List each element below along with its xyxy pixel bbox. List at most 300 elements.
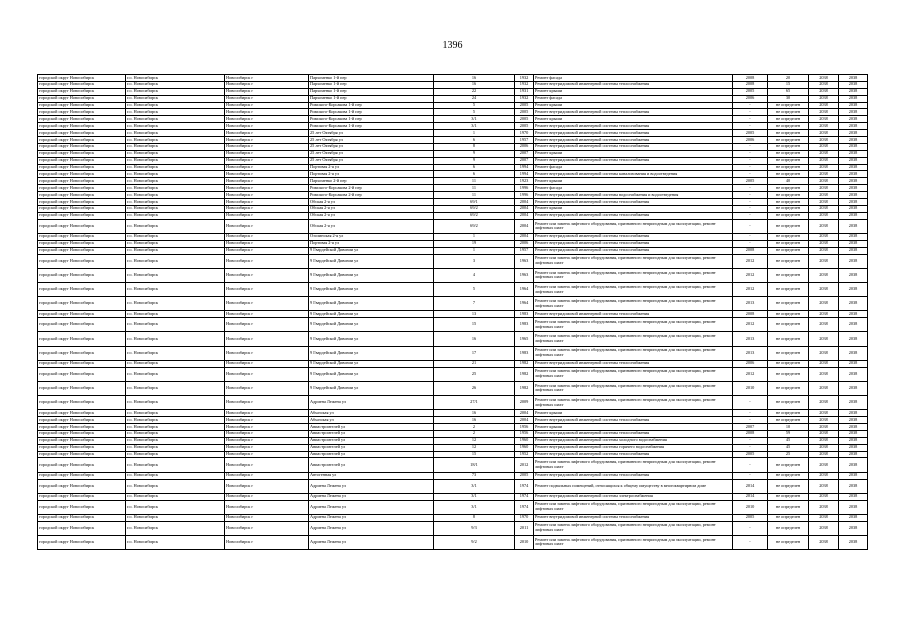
last-repair-year-cell: 2005 bbox=[733, 130, 768, 137]
year-built-cell: 2005 bbox=[515, 123, 534, 130]
district-cell: г.о. Новосибирск bbox=[126, 137, 225, 144]
district-cell: г.о. Новосибирск bbox=[126, 116, 225, 123]
year-built-cell: 1974 bbox=[515, 500, 534, 514]
wear-cell: 20 bbox=[768, 75, 809, 82]
street-cell: Римского-Корсакова 2-й пер bbox=[309, 185, 434, 192]
work-type-cell: Ремонт крыши bbox=[534, 150, 733, 157]
house-number-cell: 19 bbox=[434, 240, 515, 247]
work-type-cell: Ремонт или замена лифтового оборудования, признанного непригодным для эксплуатации, ремонт лифтовых шахт bbox=[534, 458, 733, 472]
municipality-cell: городской округ Новосибирск bbox=[38, 493, 126, 500]
plan-end-cell: 2038 bbox=[839, 360, 868, 367]
city-cell: Новосибирск г bbox=[225, 95, 309, 102]
year-built-cell: 2009 bbox=[515, 396, 534, 410]
table-body bbox=[38, 75, 868, 550]
house-number-cell: 7 bbox=[434, 297, 515, 311]
last-repair-year-cell: 2008 bbox=[733, 81, 768, 88]
plan-end-cell: 2038 bbox=[839, 535, 868, 549]
work-type-cell: Ремонт или замена лифтового оборудования, признанного непригодным для эксплуатации, ремонт лифтовых шахт bbox=[534, 381, 733, 395]
plan-start-cell: 2038 bbox=[809, 88, 839, 95]
house-number-cell: 1 bbox=[434, 130, 515, 137]
plan-end-cell: 2038 bbox=[839, 109, 868, 116]
street-cell: Адриена Лежена ул bbox=[309, 396, 434, 410]
plan-end-cell: 2038 bbox=[839, 297, 868, 311]
house-number-cell: 3/1 bbox=[434, 493, 515, 500]
municipality-cell: городской округ Новосибирск bbox=[38, 268, 126, 282]
street-cell: Обская 2-я ул bbox=[309, 219, 434, 233]
plan-end-cell: 2038 bbox=[839, 493, 868, 500]
table-row bbox=[38, 268, 868, 282]
plan-start-cell: 2038 bbox=[809, 417, 839, 424]
year-built-cell: 2004 bbox=[515, 199, 534, 206]
wear-cell: не определен bbox=[768, 332, 809, 346]
plan-start-cell: 2038 bbox=[809, 81, 839, 88]
year-built-cell: 1923 bbox=[515, 178, 534, 185]
plan-end-cell: 2038 bbox=[839, 130, 868, 137]
last-repair-year-cell: - bbox=[733, 444, 768, 451]
work-type-cell: Ремонт внутридомовой инженерной системы теплоснабжения bbox=[534, 157, 733, 164]
plan-start-cell: 2038 bbox=[809, 75, 839, 82]
last-repair-year-cell: - bbox=[733, 157, 768, 164]
last-repair-year-cell: 2012 bbox=[733, 282, 768, 296]
house-number-cell: 5 bbox=[434, 102, 515, 109]
plan-end-cell: 2038 bbox=[839, 346, 868, 360]
municipality-cell: городской округ Новосибирск bbox=[38, 367, 126, 381]
municipality-cell: городской округ Новосибирск bbox=[38, 116, 126, 123]
year-built-cell: 1932 bbox=[515, 75, 534, 82]
wear-cell: не определен bbox=[768, 164, 809, 171]
work-type-cell: Ремонт внутридомовой инженерной системы теплоснабжения bbox=[534, 430, 733, 437]
plan-start-cell: 2038 bbox=[809, 311, 839, 318]
wear-cell: не определен bbox=[768, 247, 809, 254]
plan-start-cell: 2038 bbox=[809, 178, 839, 185]
plan-end-cell: 2038 bbox=[839, 444, 868, 451]
municipality-cell: городской округ Новосибирск bbox=[38, 417, 126, 424]
municipality-cell: городской округ Новосибирск bbox=[38, 318, 126, 332]
plan-start-cell: 2038 bbox=[809, 479, 839, 493]
plan-start-cell: 2038 bbox=[809, 212, 839, 219]
year-built-cell: 2004 bbox=[515, 219, 534, 233]
municipality-cell: городской округ Новосибирск bbox=[38, 396, 126, 410]
wear-cell: не определен bbox=[768, 205, 809, 212]
city-cell: Новосибирск г bbox=[225, 367, 309, 381]
work-type-cell: Ремонт крыши bbox=[534, 88, 733, 95]
house-number-cell: 11 bbox=[434, 178, 515, 185]
work-type-cell: Ремонт крыши bbox=[534, 424, 733, 431]
plan-start-cell: 2038 bbox=[809, 437, 839, 444]
house-number-cell: 3/1 bbox=[434, 479, 515, 493]
district-cell: г.о. Новосибирск bbox=[126, 332, 225, 346]
house-number-cell: 2 bbox=[434, 424, 515, 431]
last-repair-year-cell: 2013 bbox=[733, 332, 768, 346]
last-repair-year-cell: - bbox=[733, 109, 768, 116]
plan-end-cell: 2038 bbox=[839, 410, 868, 417]
table-row bbox=[38, 137, 868, 144]
year-built-cell: 2006 bbox=[515, 240, 534, 247]
plan-start-cell: 2038 bbox=[809, 123, 839, 130]
city-cell: Новосибирск г bbox=[225, 192, 309, 199]
work-type-cell: Ремонт или замена лифтового оборудования, признанного непригодным для эксплуатации, ремонт лифтовых шахт bbox=[534, 332, 733, 346]
plan-end-cell: 2038 bbox=[839, 150, 868, 157]
plan-start-cell: 2038 bbox=[809, 254, 839, 268]
city-cell: Новосибирск г bbox=[225, 247, 309, 254]
district-cell: г.о. Новосибирск bbox=[126, 240, 225, 247]
street-cell: 9 Гвардейской Дивизии ул bbox=[309, 367, 434, 381]
wear-cell: не определен bbox=[768, 535, 809, 549]
district-cell: г.о. Новосибирск bbox=[126, 500, 225, 514]
municipality-cell: городской округ Новосибирск bbox=[38, 123, 126, 130]
municipality-cell: городской округ Новосибирск bbox=[38, 444, 126, 451]
city-cell: Новосибирск г bbox=[225, 417, 309, 424]
house-number-cell: 1 bbox=[434, 247, 515, 254]
house-number-cell: 9/3 bbox=[434, 521, 515, 535]
table-row bbox=[38, 192, 868, 199]
house-number-cell: 6 bbox=[434, 164, 515, 171]
city-cell: Новосибирск г bbox=[225, 123, 309, 130]
work-type-cell: Ремонт крыши bbox=[534, 102, 733, 109]
street-cell: Авиастроителей ул bbox=[309, 437, 434, 444]
street-cell: Пархоменко 2-й пер bbox=[309, 178, 434, 185]
plan-end-cell: 2038 bbox=[839, 171, 868, 178]
wear-cell: 15 bbox=[768, 81, 809, 88]
city-cell: Новосибирск г bbox=[225, 116, 309, 123]
plan-end-cell: 2038 bbox=[839, 247, 868, 254]
city-cell: Новосибирск г bbox=[225, 424, 309, 431]
district-cell: г.о. Новосибирск bbox=[126, 417, 225, 424]
work-type-cell: Ремонт крыши bbox=[534, 178, 733, 185]
table-row bbox=[38, 437, 868, 444]
plan-start-cell: 2038 bbox=[809, 367, 839, 381]
plan-end-cell: 2038 bbox=[839, 254, 868, 268]
city-cell: Новосибирск г bbox=[225, 143, 309, 150]
last-repair-year-cell: - bbox=[733, 219, 768, 233]
table-row bbox=[38, 458, 868, 472]
street-cell: 9 Гвардейской Дивизии ул bbox=[309, 381, 434, 395]
street-cell: 9 Гвардейской Дивизии ул bbox=[309, 318, 434, 332]
wear-cell: не определен bbox=[768, 521, 809, 535]
street-cell: Авиастроителей ул bbox=[309, 451, 434, 458]
street-cell: Пархоменко 1-й пер bbox=[309, 95, 434, 102]
municipality-cell: городской округ Новосибирск bbox=[38, 81, 126, 88]
city-cell: Новосибирск г bbox=[225, 535, 309, 549]
house-number-cell: 69/2 bbox=[434, 205, 515, 212]
district-cell: г.о. Новосибирск bbox=[126, 346, 225, 360]
table-row bbox=[38, 171, 868, 178]
city-cell: Новосибирск г bbox=[225, 360, 309, 367]
house-number-cell: 26 bbox=[434, 381, 515, 395]
plan-end-cell: 2038 bbox=[839, 479, 868, 493]
city-cell: Новосибирск г bbox=[225, 102, 309, 109]
table-row bbox=[38, 164, 868, 171]
year-built-cell: 1982 bbox=[515, 381, 534, 395]
work-type-cell: Ремонт внутридомовой инженерной системы теплоснабжения bbox=[534, 240, 733, 247]
year-built-cell: 1996 bbox=[515, 192, 534, 199]
work-type-cell: Ремонт внутридомовой инженерной системы теплоснабжения bbox=[534, 233, 733, 240]
district-cell: г.о. Новосибирск bbox=[126, 521, 225, 535]
municipality-cell: городской округ Новосибирск bbox=[38, 311, 126, 318]
house-number-cell: 3/1 bbox=[434, 500, 515, 514]
year-built-cell: 1960 bbox=[515, 444, 534, 451]
district-cell: г.о. Новосибирск bbox=[126, 367, 225, 381]
year-built-cell: 1994 bbox=[515, 171, 534, 178]
municipality-cell: городской округ Новосибирск bbox=[38, 410, 126, 417]
street-cell: Абхазская ул bbox=[309, 410, 434, 417]
house-number-cell: 16 bbox=[434, 81, 515, 88]
wear-cell: не определен bbox=[768, 318, 809, 332]
city-cell: Новосибирск г bbox=[225, 137, 309, 144]
street-cell: 25 лет Октября ул bbox=[309, 130, 434, 137]
work-type-cell: Ремонт подвальных помещений, относящихся к общему имуществу в многоквартирном доме bbox=[534, 479, 733, 493]
municipality-cell: городской округ Новосибирск bbox=[38, 205, 126, 212]
table-row bbox=[38, 381, 868, 395]
year-built-cell: 1932 bbox=[515, 95, 534, 102]
city-cell: Новосибирск г bbox=[225, 178, 309, 185]
plan-start-cell: 2038 bbox=[809, 282, 839, 296]
municipality-cell: городской округ Новосибирск bbox=[38, 212, 126, 219]
last-repair-year-cell: - bbox=[733, 240, 768, 247]
work-type-cell: Ремонт внутридомовой инженерной системы теплоснабжения bbox=[534, 514, 733, 521]
year-built-cell: 2007 bbox=[515, 157, 534, 164]
plan-start-cell: 2038 bbox=[809, 240, 839, 247]
table-row bbox=[38, 247, 868, 254]
table-row bbox=[38, 150, 868, 157]
plan-end-cell: 2038 bbox=[839, 199, 868, 206]
work-type-cell: Ремонт внутридомовой инженерной системы канализования и водоотведения bbox=[534, 171, 733, 178]
work-type-cell: Ремонт фасада bbox=[534, 75, 733, 82]
wear-cell: не определен bbox=[768, 233, 809, 240]
year-built-cell: 1957 bbox=[515, 247, 534, 254]
year-built-cell: 2004 bbox=[515, 417, 534, 424]
house-number-cell: 8 bbox=[434, 143, 515, 150]
work-type-cell: Ремонт или замена лифтового оборудования, признанного непригодным для эксплуатации, ремонт лифтовых шахт bbox=[534, 521, 733, 535]
last-repair-year-cell: - bbox=[733, 199, 768, 206]
work-type-cell: Ремонт или замена лифтового оборудования, признанного непригодным для эксплуатации, ремонт лифтовых шахт bbox=[534, 535, 733, 549]
year-built-cell: 1932 bbox=[515, 81, 534, 88]
municipality-cell: городской округ Новосибирск bbox=[38, 514, 126, 521]
last-repair-year-cell: - bbox=[733, 472, 768, 479]
plan-start-cell: 2038 bbox=[809, 150, 839, 157]
work-type-cell: Ремонт или замена лифтового оборудования, признанного непригодным для эксплуатации, ремонт лифтовых шахт bbox=[534, 282, 733, 296]
work-type-cell: Ремонт или замена лифтового оборудования, признанного непригодным для эксплуатации, ремонт лифтовых шахт bbox=[534, 346, 733, 360]
house-number-cell: 18/1 bbox=[434, 458, 515, 472]
district-cell: г.о. Новосибирск bbox=[126, 493, 225, 500]
house-number-cell: 6 bbox=[434, 171, 515, 178]
municipality-cell: городской округ Новосибирск bbox=[38, 88, 126, 95]
year-built-cell: 2006 bbox=[515, 143, 534, 150]
city-cell: Новосибирск г bbox=[225, 88, 309, 95]
table-row bbox=[38, 240, 868, 247]
year-built-cell: 1983 bbox=[515, 318, 534, 332]
last-repair-year-cell: 2006 bbox=[733, 137, 768, 144]
wear-cell: не определен bbox=[768, 123, 809, 130]
plan-end-cell: 2038 bbox=[839, 102, 868, 109]
year-built-cell: 2004 bbox=[515, 205, 534, 212]
street-cell: Портовая 2-я ул bbox=[309, 164, 434, 171]
district-cell: г.о. Новосибирск bbox=[126, 88, 225, 95]
district-cell: г.о. Новосибирск bbox=[126, 318, 225, 332]
plan-end-cell: 2038 bbox=[839, 88, 868, 95]
table-row bbox=[38, 185, 868, 192]
year-built-cell: 2005 bbox=[515, 109, 534, 116]
plan-end-cell: 2038 bbox=[839, 233, 868, 240]
table-row bbox=[38, 102, 868, 109]
plan-start-cell: 2038 bbox=[809, 424, 839, 431]
house-number-cell: 11 bbox=[434, 192, 515, 199]
table-row bbox=[38, 410, 868, 417]
street-cell: Римского-Корсакова 1-й пер bbox=[309, 102, 434, 109]
year-built-cell: 1964 bbox=[515, 297, 534, 311]
street-cell: 9 Гвардейской Дивизии ул bbox=[309, 254, 434, 268]
city-cell: Новосибирск г bbox=[225, 500, 309, 514]
work-type-cell: Ремонт крыши bbox=[534, 116, 733, 123]
year-built-cell: 1963 bbox=[515, 254, 534, 268]
year-built-cell: 2004 bbox=[515, 233, 534, 240]
district-cell: г.о. Новосибирск bbox=[126, 123, 225, 130]
district-cell: г.о. Новосибирск bbox=[126, 75, 225, 82]
table-row bbox=[38, 360, 868, 367]
street-cell: Озолинская 2-я ул bbox=[309, 233, 434, 240]
municipality-cell: городской округ Новосибирск bbox=[38, 109, 126, 116]
house-number-cell: 22 bbox=[434, 88, 515, 95]
city-cell: Новосибирск г bbox=[225, 381, 309, 395]
house-number-cell: 69/2 bbox=[434, 219, 515, 233]
house-number-cell: 11 bbox=[434, 185, 515, 192]
district-cell: г.о. Новосибирск bbox=[126, 430, 225, 437]
municipality-cell: городской округ Новосибирск bbox=[38, 240, 126, 247]
district-cell: г.о. Новосибирск bbox=[126, 178, 225, 185]
table-row bbox=[38, 130, 868, 137]
table-row bbox=[38, 472, 868, 479]
city-cell: Новосибирск г bbox=[225, 282, 309, 296]
year-built-cell: 1974 bbox=[515, 479, 534, 493]
last-repair-year-cell: 2008 bbox=[733, 247, 768, 254]
district-cell: г.о. Новосибирск bbox=[126, 535, 225, 549]
plan-start-cell: 2038 bbox=[809, 233, 839, 240]
wear-cell: не определен bbox=[768, 130, 809, 137]
city-cell: Новосибирск г bbox=[225, 164, 309, 171]
last-repair-year-cell: 2010 bbox=[733, 381, 768, 395]
plan-start-cell: 2038 bbox=[809, 521, 839, 535]
last-repair-year-cell: 2007 bbox=[733, 424, 768, 431]
plan-end-cell: 2038 bbox=[839, 192, 868, 199]
plan-start-cell: 2038 bbox=[809, 199, 839, 206]
year-built-cell: 1994 bbox=[515, 164, 534, 171]
city-cell: Новосибирск г bbox=[225, 75, 309, 82]
plan-end-cell: 2038 bbox=[839, 185, 868, 192]
work-type-cell: Ремонт или замена лифтового оборудования, признанного непригодным для эксплуатации, ремонт лифтовых шахт bbox=[534, 219, 733, 233]
district-cell: г.о. Новосибирск bbox=[126, 109, 225, 116]
street-cell: Адриена Лежена ул bbox=[309, 493, 434, 500]
work-type-cell: Ремонт внутридомовой инженерной системы теплоснабжения bbox=[534, 143, 733, 150]
city-cell: Новосибирск г bbox=[225, 472, 309, 479]
street-cell: Адриена Лежена ул bbox=[309, 514, 434, 521]
year-built-cell: 2011 bbox=[515, 521, 534, 535]
street-cell: Римского-Корсакова 1-й пер bbox=[309, 109, 434, 116]
municipality-cell: городской округ Новосибирск bbox=[38, 424, 126, 431]
district-cell: г.о. Новосибирск bbox=[126, 297, 225, 311]
house-number-cell: 5 bbox=[434, 109, 515, 116]
table-row bbox=[38, 75, 868, 82]
plan-end-cell: 2038 bbox=[839, 381, 868, 395]
page-number: 1396 bbox=[442, 40, 463, 51]
municipality-cell: городской округ Новосибирск bbox=[38, 157, 126, 164]
municipality-cell: городской округ Новосибирск bbox=[38, 430, 126, 437]
city-cell: Новосибирск г bbox=[225, 254, 309, 268]
last-repair-year-cell: 2012 bbox=[733, 318, 768, 332]
last-repair-year-cell: - bbox=[733, 205, 768, 212]
district-cell: г.о. Новосибирск bbox=[126, 360, 225, 367]
street-cell: Пархоменко 1-й пер bbox=[309, 81, 434, 88]
street-cell: Обская 2-я ул bbox=[309, 199, 434, 206]
wear-cell: не определен bbox=[768, 185, 809, 192]
table-row bbox=[38, 254, 868, 268]
city-cell: Новосибирск г bbox=[225, 451, 309, 458]
plan-end-cell: 2038 bbox=[839, 500, 868, 514]
city-cell: Новосибирск г bbox=[225, 219, 309, 233]
last-repair-year-cell: - bbox=[733, 102, 768, 109]
house-number-cell: 3/1 bbox=[434, 123, 515, 130]
plan-end-cell: 2038 bbox=[839, 514, 868, 521]
district-cell: г.о. Новосибирск bbox=[126, 164, 225, 171]
year-built-cell: 1982 bbox=[515, 367, 534, 381]
plan-end-cell: 2038 bbox=[839, 417, 868, 424]
district-cell: г.о. Новосибирск bbox=[126, 199, 225, 206]
year-built-cell: 1996 bbox=[515, 185, 534, 192]
plan-end-cell: 2038 bbox=[839, 157, 868, 164]
street-cell: Авиастроителей ул bbox=[309, 430, 434, 437]
municipality-cell: городской округ Новосибирск bbox=[38, 437, 126, 444]
work-type-cell: Ремонт внутридомовой инженерной системы теплоснабжения bbox=[534, 130, 733, 137]
wear-cell: не определен bbox=[768, 109, 809, 116]
city-cell: Новосибирск г bbox=[225, 458, 309, 472]
work-type-cell: Ремонт фасада bbox=[534, 164, 733, 171]
plan-end-cell: 2038 bbox=[839, 137, 868, 144]
municipality-cell: городской округ Новосибирск bbox=[38, 521, 126, 535]
plan-end-cell: 2038 bbox=[839, 311, 868, 318]
municipality-cell: городской округ Новосибирск bbox=[38, 185, 126, 192]
year-built-cell: 2010 bbox=[515, 535, 534, 549]
table-row bbox=[38, 535, 868, 549]
plan-start-cell: 2038 bbox=[809, 493, 839, 500]
street-cell: 9 Гвардейской Дивизии ул bbox=[309, 332, 434, 346]
last-repair-year-cell: 2008 bbox=[733, 430, 768, 437]
municipality-cell: городской округ Новосибирск bbox=[38, 164, 126, 171]
last-repair-year-cell: 2005 bbox=[733, 451, 768, 458]
city-cell: Новосибирск г bbox=[225, 479, 309, 493]
work-type-cell: Ремонт внутридомовой инженерной системы холодного водоснабжения bbox=[534, 437, 733, 444]
municipality-cell: городской округ Новосибирск bbox=[38, 199, 126, 206]
city-cell: Новосибирск г bbox=[225, 81, 309, 88]
year-built-cell: 1965 bbox=[515, 332, 534, 346]
plan-start-cell: 2038 bbox=[809, 458, 839, 472]
wear-cell: не определен bbox=[768, 360, 809, 367]
plan-end-cell: 2038 bbox=[839, 332, 868, 346]
plan-start-cell: 2038 bbox=[809, 95, 839, 102]
year-built-cell: 1956 bbox=[515, 424, 534, 431]
house-number-cell: 12 bbox=[434, 437, 515, 444]
work-type-cell: Ремонт внутридомовой инженерной системы электроснабжения bbox=[534, 493, 733, 500]
street-cell: Портовая 2-я ул bbox=[309, 240, 434, 247]
plan-end-cell: 2038 bbox=[839, 451, 868, 458]
city-cell: Новосибирск г bbox=[225, 185, 309, 192]
last-repair-year-cell: 2013 bbox=[733, 346, 768, 360]
wear-cell: не определен bbox=[768, 116, 809, 123]
plan-start-cell: 2038 bbox=[809, 205, 839, 212]
city-cell: Новосибирск г bbox=[225, 521, 309, 535]
wear-cell: не определен bbox=[768, 268, 809, 282]
plan-start-cell: 2038 bbox=[809, 360, 839, 367]
plan-end-cell: 2038 bbox=[839, 318, 868, 332]
district-cell: г.о. Новосибирск bbox=[126, 479, 225, 493]
